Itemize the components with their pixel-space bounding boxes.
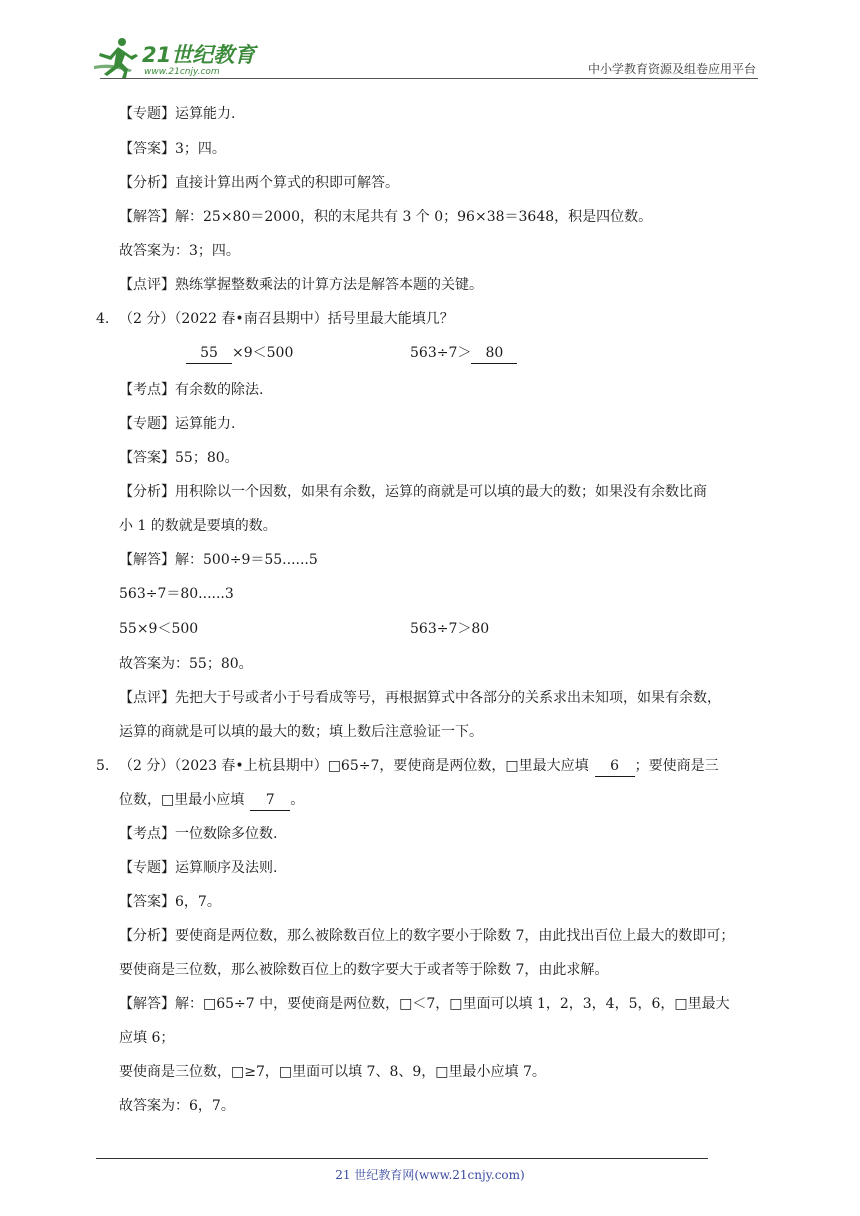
q5-answer: 【答案】6，7。 <box>119 894 221 910</box>
q5-analysis-1: 【分析】要使商是两位数，那么被除数百位上的数字要小于除数 7，由此找出百位上最大的数即可； <box>119 928 735 944</box>
site-logo <box>92 36 262 78</box>
q4-solution-3b: 563÷7＞80 <box>410 621 490 637</box>
q4-stem: （2 分）（2022 春•南召县期中）括号里最大能填几？ <box>119 311 454 327</box>
q4-solution-3a: 55×9＜500 <box>119 621 199 637</box>
q5-final: 故答案为：6，7。 <box>119 1098 235 1114</box>
q4-point: 【考点】有余数的除法. <box>119 382 264 398</box>
q4-blank-2: 80 <box>471 343 517 364</box>
q5-blank-1: 6 <box>595 756 635 777</box>
q5-solution-3: 要使商是三位数，□≥7，□里面可以填 7、8、9，□里最小应填 7。 <box>119 1064 546 1080</box>
q4-answer: 【答案】55；80。 <box>119 450 239 466</box>
q5-solution-1: 【解答】解：□65÷7 中，要使商是两位数，□＜7，□里面可以填 1，2，3，4，5，6，□里最大 <box>119 996 730 1012</box>
q5-stem-b: ；要使商是三 <box>634 758 719 774</box>
platform-title: 中小学教育资源及组卷应用平台 <box>587 62 756 76</box>
q5-topic: 【专题】运算顺序及法则. <box>119 860 278 876</box>
runner-logo-icon <box>92 36 262 78</box>
q4-expression-1 <box>186 343 293 364</box>
footer-link[interactable]: 21 世纪教育网(www.21cnjy.com) <box>335 1168 525 1182</box>
q5-analysis-2: 要使商是三位数，那么被除数百位上的数字要大于或者等于除数 7，由此求解。 <box>119 962 609 978</box>
footer-divider <box>96 1158 708 1159</box>
q4-expr2-left: 563÷7＞ <box>410 345 472 361</box>
q5-blank-2: 7 <box>250 790 290 811</box>
q4-analysis-2: 小 1 的数就是要填的数。 <box>119 518 277 534</box>
q4-final: 故答案为：55；80。 <box>119 656 253 672</box>
q3-analysis: 【分析】直接计算出两个算式的积即可解答。 <box>119 175 399 191</box>
q4-solution-1: 【解答】解：500÷9＝55......5 <box>119 552 318 568</box>
q4-number: 4. <box>96 311 110 327</box>
q5-stem-c: 位数，□里最小应填 <box>119 792 245 808</box>
q5-stem-d: 。 <box>290 792 305 808</box>
q4-comment-2: 运算的商就是可以填的最大的数；填上数后注意验证一下。 <box>119 724 483 740</box>
q3-solution: 【解答】解：25×80＝2000，积的末尾共有 3 个 0；96×38＝3648，积是四位数。 <box>119 209 653 225</box>
q4-expression-2 <box>410 343 517 364</box>
q4-comment-1: 【点评】先把大于号或者小于号看成等号，再根据算式中各部分的关系求出未知项，如果有余数， <box>119 690 721 706</box>
q4-expr1-rest: ×9＜500 <box>232 345 294 361</box>
logo-url: www.21cnjy.com <box>144 67 220 77</box>
q5-stem-line-2 <box>119 790 304 811</box>
q5-number: 5. <box>96 758 110 774</box>
q3-final: 故答案为：3；四。 <box>119 243 240 259</box>
q5-point: 【考点】一位数除多位数. <box>119 826 278 842</box>
q5-stem-line-1 <box>119 756 719 777</box>
header-divider <box>100 78 758 79</box>
q3-comment: 【点评】熟练掌握整数乘法的计算方法是解答本题的关键。 <box>119 277 483 293</box>
q4-solution-2: 563÷7＝80......3 <box>119 586 234 602</box>
q4-analysis-1: 【分析】用积除以一个因数，如果有余数，运算的商就是可以填的最大的数；如果没有余数比商 <box>119 484 707 500</box>
q3-topic: 【专题】运算能力. <box>119 106 236 122</box>
q3-answer: 【答案】3；四。 <box>119 141 226 157</box>
q4-topic: 【专题】运算能力. <box>119 416 236 432</box>
logo-text: 21世纪教育 <box>142 43 256 67</box>
q5-stem-a: （2 分）（2023 春•上杭县期中）□65÷7，要使商是两位数，□里最大应填 <box>119 758 589 774</box>
q4-blank-1: 55 <box>186 343 232 364</box>
q5-solution-2: 应填 6； <box>119 1030 175 1046</box>
